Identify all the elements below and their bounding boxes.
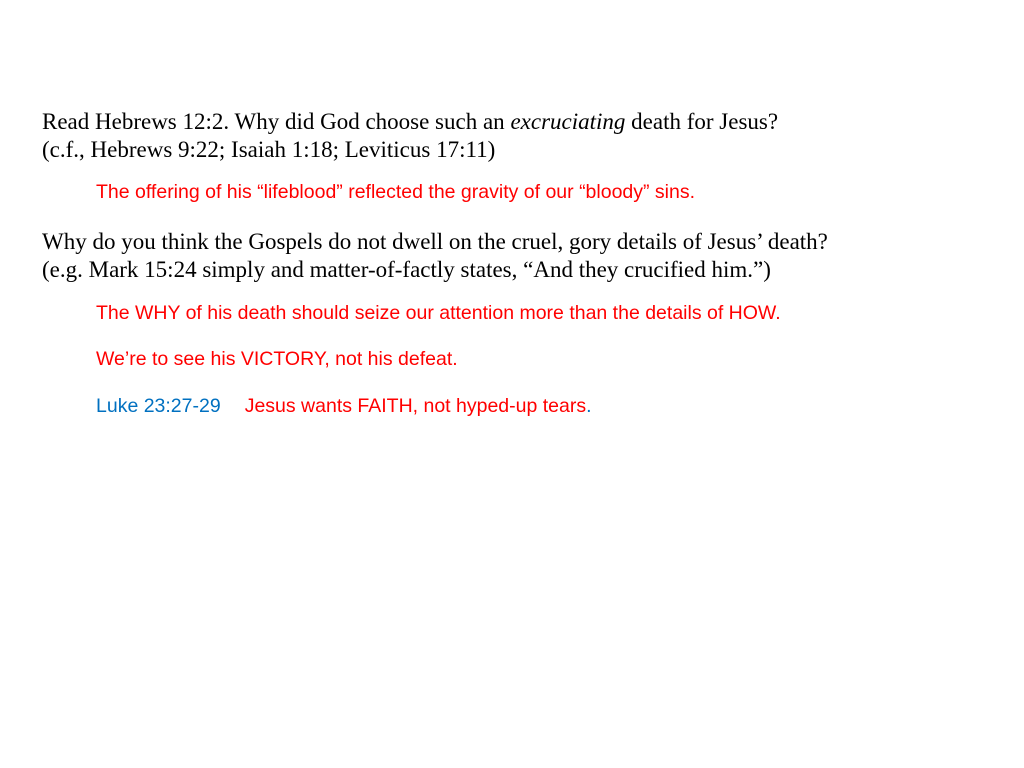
answer-4: [96, 394, 592, 418]
scripture-reference: Luke 23:27-29: [96, 395, 221, 417]
question-2-line-2: (e.g. Mark 15:24 simply and matter-of-factly states, “And they crucified him.”): [42, 257, 771, 282]
question-1-line-1: [42, 108, 778, 136]
question-1: [42, 108, 778, 164]
question-2: [42, 228, 828, 284]
answer-2: The WHY of his death should seize our attention more than the details of HOW.: [96, 302, 781, 324]
question-1-emphasis: excruciating: [510, 109, 626, 134]
question-2-line-1: Why do you think the Gospels do not dwell on the cruel, gory details of Jesus’ death?: [42, 229, 828, 254]
answer-4-text: Jesus wants FAITH, not hyped-up tears: [244, 395, 587, 417]
question-1-text-before: Read Hebrews 12:2. Why did God choose such an: [42, 109, 511, 134]
question-1-text-after: death for Jesus?: [625, 109, 779, 134]
answer-4-period: .: [586, 395, 592, 417]
answer-1: The offering of his “lifeblood” reflected the gravity of our “bloody” sins.: [96, 181, 696, 203]
answer-3: We’re to see his VICTORY, not his defeat.: [96, 348, 458, 370]
question-1-line-2: (c.f., Hebrews 9:22; Isaiah 1:18; Leviticus 17:11): [42, 137, 496, 162]
